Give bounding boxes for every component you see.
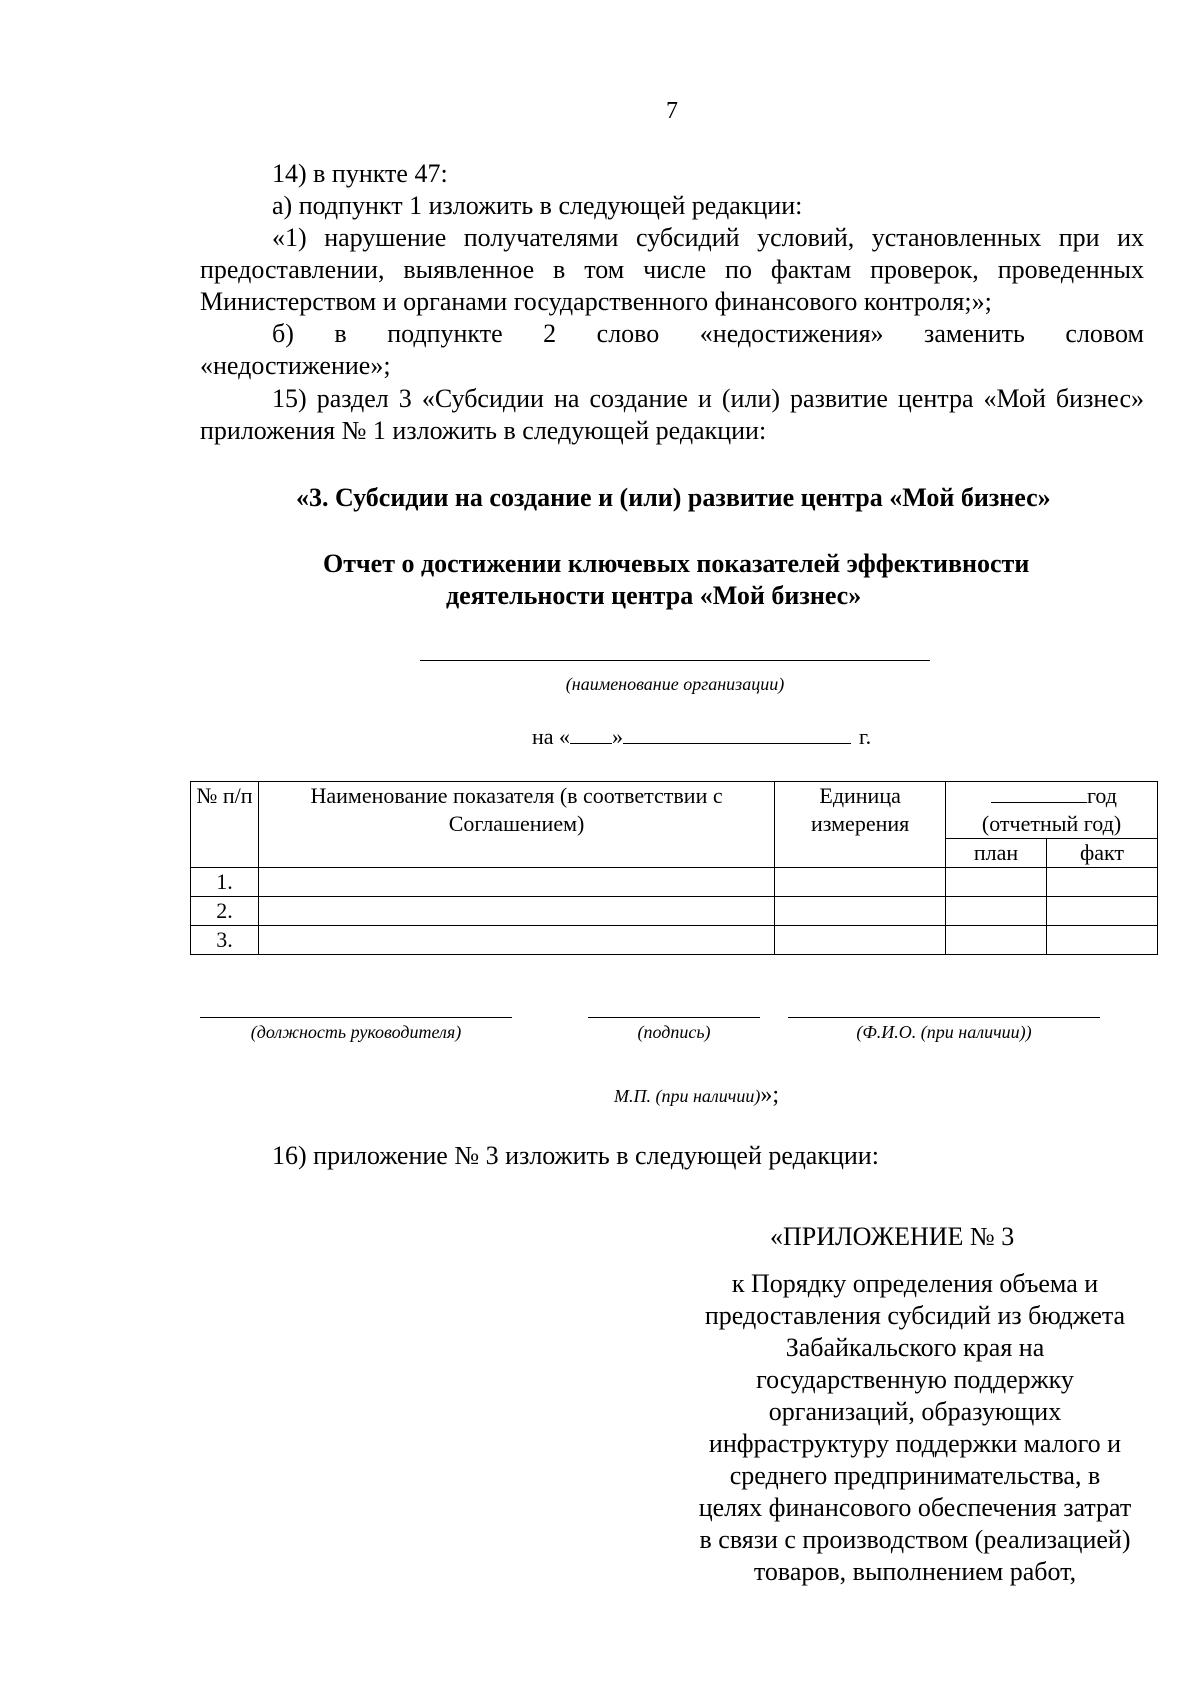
row-fact (1047, 926, 1158, 955)
row-unit (775, 926, 946, 955)
annex-line: целях финансового обеспечения затрат (698, 1493, 1132, 1522)
annex-line: Забайкальского края на (785, 1333, 1045, 1362)
stamp-line (614, 1082, 779, 1109)
report-title-line2: деятельности центра «Мой бизнес» (446, 581, 862, 610)
fio-caption: (Ф.И.О. (при наличии)) (856, 1022, 1032, 1042)
header-year-label: год (1086, 783, 1117, 808)
row-unit (775, 868, 946, 897)
paragraph-14b-line2: «недостижение»; (200, 351, 391, 380)
report-title-line1: Отчет о достижении ключевых показателей эффективности (323, 549, 1030, 578)
row-num: 3. (191, 926, 259, 955)
paragraph-15: 15) раздел 3 «Субсидии на создание и (или) развитие центра «Мой бизнес» приложения № 1 изложить в следующей редакции: (200, 384, 1144, 445)
report-date (532, 724, 871, 750)
signature-caption: (подпись) (637, 1022, 711, 1042)
header-num: № п/п (191, 782, 259, 868)
fio-line (788, 1017, 1100, 1018)
position-line (200, 1017, 512, 1018)
stamp-caption: М.П. (при наличии) (614, 1086, 761, 1106)
paragraph-14a: а) подпункт 1 изложить в следующей редакции: (272, 191, 803, 220)
row-fact (1047, 868, 1158, 897)
header-year-sub: (отчетный год) (981, 811, 1122, 836)
row-plan (946, 897, 1047, 926)
annex-line: среднего предпринимательства, в (729, 1461, 1101, 1490)
date-suffix: г. (859, 724, 872, 749)
position-caption: (должность руководителя) (250, 1022, 462, 1042)
annex-line: товаров, выполнением работ, (753, 1557, 1077, 1586)
header-indicator-name: Наименование показателя (в соответствии с Соглашением) (258, 782, 774, 868)
month-blank (623, 743, 851, 744)
stamp-tail: »; (760, 1082, 780, 1108)
table-row (191, 926, 1158, 955)
annex-line: инфраструктуру поддержки малого и (708, 1429, 1122, 1458)
paragraph-14b-line1: б) в подпункте 2 слово «недостижения» заменить словом (272, 319, 1144, 348)
row-num: 2. (191, 897, 259, 926)
date-mid: » (612, 724, 624, 749)
annex-line: организаций, образующих (768, 1397, 1062, 1426)
paragraph-16: 16) приложение № 3 изложить в следующей редакции: (272, 1141, 879, 1170)
row-name (258, 897, 774, 926)
header-plan: план (946, 839, 1047, 868)
annex-subtitle (660, 1268, 1170, 1588)
row-name (258, 868, 774, 897)
row-unit (775, 897, 946, 926)
annex-line: к Порядку определения объема и (731, 1269, 1099, 1298)
row-plan (946, 926, 1047, 955)
year-blank (991, 802, 1087, 803)
header-unit: Единица измерения (775, 782, 946, 868)
row-plan (946, 868, 1047, 897)
header-year (946, 782, 1158, 839)
page-number: 7 (666, 98, 678, 124)
organization-caption: (наименование организации) (565, 674, 785, 694)
row-num: 1. (191, 868, 259, 897)
table-row (191, 868, 1158, 897)
day-blank (570, 743, 612, 744)
row-name (258, 926, 774, 955)
annex-line: в связи с производством (реализацией) (699, 1525, 1131, 1554)
table-row (191, 897, 1158, 926)
organization-line (420, 660, 930, 661)
header-fact: факт (1047, 839, 1158, 868)
paragraph-14: 14) в пункте 47: (272, 159, 448, 188)
annex-line: государственную поддержку (756, 1365, 1074, 1394)
indicators-table (190, 781, 1158, 955)
annex-title: «ПРИЛОЖЕНИЕ № 3 (770, 1222, 1015, 1251)
section-title: «3. Субсидии на создание и (или) развитие центра «Мой бизнес» (296, 483, 1051, 512)
row-fact (1047, 897, 1158, 926)
date-prefix: на « (532, 724, 571, 749)
signature-line (588, 1017, 760, 1018)
annex-line: предоставления субсидий из бюджета (704, 1301, 1126, 1330)
paragraph-14a-text: «1) нарушение получателями субсидий условий, установленных при их предоставлении, выявленное в том числе по фактам проверок, проведенных Министерством и органами государственного финансового контроля;»; (200, 223, 1144, 316)
